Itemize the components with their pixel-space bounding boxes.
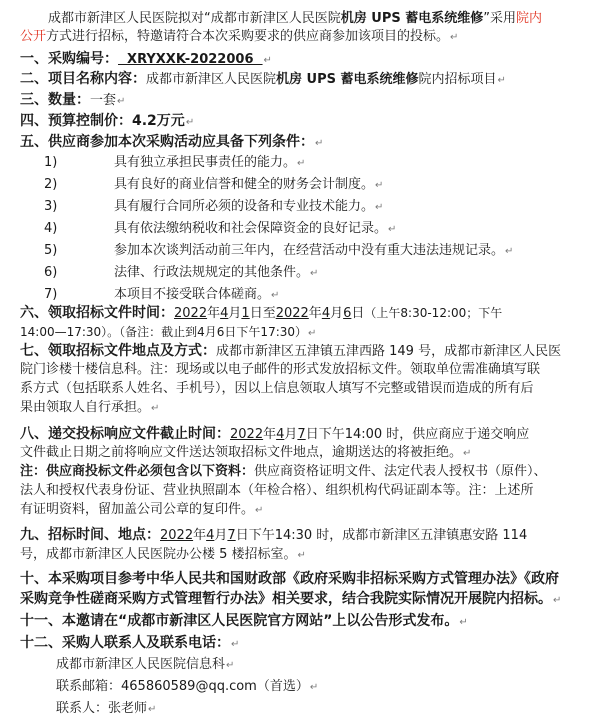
paragraph-mark: ↵	[151, 403, 160, 414]
intro-text-3: 方式进行招标，特邀请符合本次采购要求的供应商参加该项目的投标。	[46, 29, 450, 44]
section-4	[20, 112, 590, 132]
project-name-a: 成都市新津区人民医院	[146, 72, 277, 87]
note-label: 注：供应商投标文件必须包含以下资料：	[20, 464, 255, 479]
condition-number: 3)	[44, 199, 58, 214]
condition-text: 具有良好的商业信誉和健全的财务会计制度。	[114, 177, 375, 192]
paragraph-mark: ↵	[450, 32, 459, 43]
paragraph-mark: ↵	[148, 704, 157, 715]
paragraph-mark: ↵	[185, 117, 195, 128]
contact-org-text: 成都市新津区人民医院信息科	[56, 657, 226, 672]
section-9	[20, 526, 590, 545]
date-year: 2022	[230, 427, 264, 442]
intro-line-1	[48, 10, 590, 28]
paragraph-mark: ↵	[297, 550, 306, 561]
procurement-number: XRYXXK-2022006	[118, 52, 263, 67]
paragraph-mark: ↵	[297, 158, 306, 169]
section-6-label: 六、领取招标文件时间：	[20, 305, 174, 321]
paragraph-mark: ↵	[309, 682, 319, 693]
condition-item	[20, 264, 590, 283]
condition-item	[20, 220, 590, 239]
paragraph-mark: ↵	[375, 202, 384, 213]
budget-value: 4.2万元	[132, 113, 185, 129]
section-7-text: 果由领取人自行承担。	[20, 400, 151, 415]
paragraph-mark: ↵	[497, 75, 506, 86]
condition-item	[20, 176, 590, 195]
intro-line-2	[20, 28, 590, 47]
section-7-text: 系方式（包括联系人姓名、手机号），因以上信息领取人填写不完整或错误而造成的所有后	[20, 381, 534, 396]
note-text: 供应商资格证明文件、法定代表人授权书（原件）、	[254, 464, 547, 479]
contact-person-text: 联系人：张老师	[56, 701, 148, 716]
paragraph-mark: ↵	[375, 180, 384, 191]
hours-text: （上午8:30-12:00；下午	[364, 306, 503, 320]
paragraph-mark: ↵	[308, 328, 317, 339]
section-8-text: 日下午14:00 时，供应商应于递交响应	[305, 427, 530, 442]
condition-number: 4)	[44, 221, 58, 236]
section-7-label: 七、领取招标文件地点及方式：	[20, 343, 216, 359]
contact-email	[56, 678, 590, 697]
contact-person	[56, 700, 590, 719]
condition-number: 5)	[44, 243, 58, 258]
date-year: 2022	[160, 528, 194, 543]
section-7-line	[20, 380, 590, 398]
intro-red-text-2: 公开	[20, 29, 47, 44]
date-month-label: 月	[284, 427, 298, 442]
section-10	[20, 570, 590, 589]
date-day: 1	[241, 306, 250, 321]
intro-text: 成都市新津区人民医院拟对“成都市新津区人民医院	[48, 11, 341, 26]
section-10-line	[20, 590, 590, 610]
intro-red-text: 院内	[516, 11, 543, 26]
date-month: 4	[206, 528, 215, 543]
condition-text: 具有独立承担民事责任的能力。	[114, 155, 297, 170]
date-day: 6	[343, 306, 352, 321]
section-11	[20, 612, 590, 632]
date-to-label: 日至	[249, 306, 276, 321]
contact-email-text: 联系邮箱：465860589@qq.com（首选）	[56, 679, 309, 694]
section-12-label: 十二、采购人联系人及联系电话：	[20, 635, 230, 651]
paragraph-mark: ↵	[226, 660, 235, 671]
paragraph-mark: ↵	[553, 595, 562, 606]
section-1	[20, 50, 590, 70]
project-name: 机房 UPS 蓄电系统维修	[340, 11, 484, 26]
section-7-text: 院门诊楼十楼信息科。注：现场或以电子邮件的形式发放招标文件。领取单位需准确填写联	[20, 362, 541, 377]
date-year-label: 年	[308, 306, 322, 321]
paragraph-mark: ↵	[310, 268, 319, 279]
paragraph-mark: ↵	[459, 617, 468, 628]
paragraph-mark: ↵	[271, 290, 280, 301]
section-8-text: 文件截止日期之前将响应文件送达领取招标文件地点，逾期送达的将被拒绝。	[20, 445, 463, 460]
section-5	[20, 133, 590, 153]
date-year-label: 年	[193, 528, 207, 543]
condition-item	[20, 286, 590, 305]
section-6	[20, 304, 590, 323]
project-name-b: 机房 UPS 蓄电系统维修	[276, 72, 419, 87]
date-month-label: 月	[228, 306, 242, 321]
section-8-note-line	[20, 482, 590, 500]
paragraph-mark: ↵	[263, 55, 272, 66]
condition-text: 法律、行政法规规定的其他条件。	[114, 265, 310, 280]
date-year: 2022	[275, 306, 309, 321]
note-text: 有证明资料，留加盖公司公章的复印件。	[20, 502, 255, 517]
section-9-line	[20, 546, 590, 565]
section-7-line	[20, 399, 590, 418]
section-11-text: 十一、本邀请在“成都市新津区人民医院官方网站”上以公告形式发布。	[20, 613, 459, 629]
date-year: 2022	[174, 306, 208, 321]
date-year-label: 年	[207, 306, 221, 321]
section-1-label: 一、采购编号：	[20, 51, 118, 67]
date-day: 7	[297, 427, 306, 442]
condition-number: 7)	[44, 287, 58, 302]
section-8-note-line	[20, 501, 590, 520]
project-name-c: 院内招标项目	[418, 72, 497, 87]
paragraph-mark: ↵	[505, 246, 514, 257]
condition-text: 具有依法缴纳税收和社会保障资金的良好记录。	[114, 221, 388, 236]
date-month: 4	[276, 427, 285, 442]
condition-item	[20, 242, 590, 261]
section-9-text: 号，成都市新津区人民医院办公楼 5 楼招标室。	[20, 547, 297, 562]
paragraph-mark: ↵	[231, 639, 240, 650]
section-6-line-2	[20, 323, 590, 343]
section-7	[20, 342, 590, 361]
section-2-label: 二、项目名称内容：	[20, 71, 146, 87]
section-9-text: 日下午14:30 时，成都市新津区五津镇惠安路 114	[235, 528, 528, 543]
date-day: 7	[227, 528, 236, 543]
note-text: 法人和授权代表身份证、营业执照副本（年检合格）、组织机构代码证副本等。注：上述所	[20, 483, 534, 498]
section-8-line	[20, 444, 590, 463]
condition-text: 本项目不接受联合体磋商。	[114, 287, 271, 302]
condition-item	[20, 154, 590, 173]
section-12	[20, 634, 590, 654]
date-month-label: 月	[330, 306, 344, 321]
contact-org	[56, 656, 590, 675]
section-10-text: 采购竞争性磋商采购方式管理暂行办法》相关要求，结合我院实际情况开展院内招标。	[20, 591, 552, 607]
date-month-label: 月	[214, 528, 228, 543]
section-4-label: 四、预算控制价：	[20, 113, 132, 129]
condition-number: 2)	[44, 177, 58, 192]
paragraph-mark: ↵	[315, 138, 324, 149]
date-month: 4	[220, 306, 229, 321]
date-month: 4	[321, 306, 331, 321]
quantity-value: 一套	[90, 93, 117, 108]
condition-text: 具有履行合同所必须的设备和专业技术能力。	[114, 199, 375, 214]
condition-number: 6)	[44, 265, 58, 280]
date-day-label: 日	[351, 306, 365, 321]
condition-number: 1)	[44, 155, 58, 170]
section-8-note	[20, 463, 590, 481]
section-8	[20, 425, 590, 444]
paragraph-mark: ↵	[388, 224, 397, 235]
section-3	[20, 91, 590, 111]
section-7-text: 成都市新津区五津镇五津西路 149 号，成都市新津区人民医	[216, 344, 562, 359]
intro-text-2: ”采用	[483, 11, 516, 26]
condition-item	[20, 198, 590, 217]
section-3-label: 三、数量：	[20, 92, 90, 108]
paragraph-mark: ↵	[255, 505, 264, 516]
paragraph-mark: ↵	[463, 448, 472, 459]
paragraph-mark: ↵	[117, 96, 126, 107]
section-8-label: 八、递交投标响应文件截止时间：	[20, 426, 230, 442]
section-9-label: 九、招标时间、地点：	[20, 527, 160, 543]
section-5-label: 五、供应商参加本次采购活动应具备下列条件：	[20, 134, 314, 150]
hours-note: 14:00—17:30）。（备注：截止到4月6日下午17:30）	[20, 325, 308, 339]
date-year-label: 年	[263, 427, 277, 442]
section-7-line	[20, 361, 590, 379]
condition-text: 参加本次谈判活动前三年内，在经营活动中没有重大违法违规记录。	[114, 243, 505, 258]
section-10-text: 十、本采购项目参考中华人民共和国财政部《政府采购非招标采购方式管理办法》《政府	[20, 571, 559, 587]
section-2	[20, 70, 590, 90]
